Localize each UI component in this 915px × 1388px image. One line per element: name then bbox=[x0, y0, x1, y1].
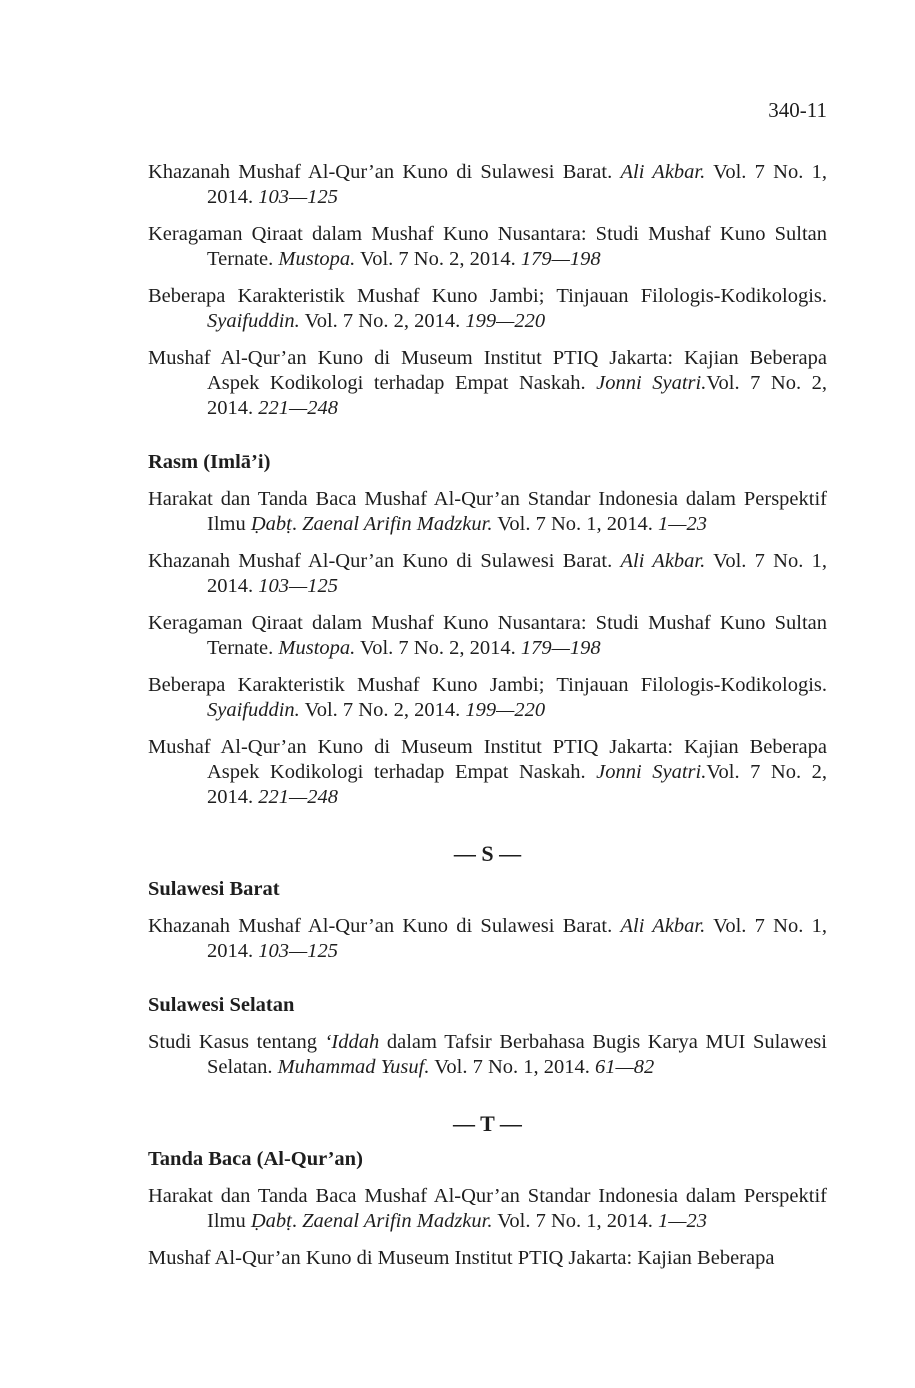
entry-line: 2014. 221—248 bbox=[207, 786, 338, 808]
entry-line: Beberapa Karakteristik Mushaf Kuno Jambi; Tinjauan Filologis-Kodikologis. bbox=[148, 674, 827, 696]
entry-line: Ilmu Ḍabṭ. Zaenal Arifin Madzkur. Vol. 7 No. 1, 2014. 1—23 bbox=[207, 1210, 708, 1232]
letter-divider: — S — bbox=[453, 841, 522, 866]
index-entry bbox=[148, 1246, 827, 1271]
index-heading: Sulawesi Selatan bbox=[148, 994, 295, 1016]
index-entry bbox=[148, 160, 827, 210]
index-entry bbox=[148, 549, 827, 599]
index-heading: Tanda Baca (Al-Qur’an) bbox=[148, 1148, 363, 1170]
entry-line: Ternate. Mustopa. Vol. 7 No. 2, 2014. 179—198 bbox=[207, 637, 601, 659]
entry-line: Selatan. Muhammad Yusuf. Vol. 7 No. 1, 2014. 61—82 bbox=[207, 1056, 655, 1078]
index-entry bbox=[148, 1184, 827, 1234]
entry-line: Aspek Kodikologi terhadap Empat Naskah. Jonni Syatri.Vol. 7 No. 2, bbox=[207, 761, 827, 783]
index-entry bbox=[148, 611, 827, 661]
entry-line: Studi Kasus tentang ‘Iddah dalam Tafsir Berbahasa Bugis Karya MUI Sulawesi bbox=[148, 1031, 827, 1053]
entry-line: Khazanah Mushaf Al-Qur’an Kuno di Sulawesi Barat. Ali Akbar. Vol. 7 No. 1, bbox=[148, 550, 827, 572]
entry-line: Mushaf Al-Qur’an Kuno di Museum Institut PTIQ Jakarta: Kajian Beberapa bbox=[148, 736, 827, 758]
index-entry bbox=[148, 1030, 827, 1080]
entry-line: Keragaman Qiraat dalam Mushaf Kuno Nusantara: Studi Mushaf Kuno Sultan bbox=[148, 612, 827, 634]
entry-line: Mushaf Al-Qur’an Kuno di Museum Institut PTIQ Jakarta: Kajian Beberapa bbox=[148, 1247, 775, 1269]
index-entry bbox=[148, 735, 827, 810]
entry-line: Ilmu Ḍabṭ. Zaenal Arifin Madzkur. Vol. 7 No. 1, 2014. 1—23 bbox=[207, 513, 708, 535]
index-entry bbox=[148, 673, 827, 723]
entry-line: Keragaman Qiraat dalam Mushaf Kuno Nusantara: Studi Mushaf Kuno Sultan bbox=[148, 223, 827, 245]
letter-divider: — T — bbox=[453, 1111, 522, 1136]
entry-line: Syaifuddin. Vol. 7 No. 2, 2014. 199—220 bbox=[207, 310, 546, 332]
entry-line: 2014. 103—125 bbox=[207, 575, 338, 597]
entry-line: Syaifuddin. Vol. 7 No. 2, 2014. 199—220 bbox=[207, 699, 546, 721]
entry-line: Harakat dan Tanda Baca Mushaf Al-Qur’an Standar Indonesia dalam Perspektif bbox=[148, 488, 827, 510]
entry-line: Ternate. Mustopa. Vol. 7 No. 2, 2014. 179—198 bbox=[207, 248, 601, 270]
index-entry bbox=[148, 914, 827, 964]
index-heading: Sulawesi Barat bbox=[148, 878, 280, 900]
index-entry bbox=[148, 487, 827, 537]
entry-line: Mushaf Al-Qur’an Kuno di Museum Institut PTIQ Jakarta: Kajian Beberapa bbox=[148, 347, 827, 369]
entry-line: 2014. 221—248 bbox=[207, 397, 338, 419]
entry-line: Khazanah Mushaf Al-Qur’an Kuno di Sulawesi Barat. Ali Akbar. Vol. 7 No. 1, bbox=[148, 915, 827, 937]
index-content bbox=[148, 160, 827, 1283]
index-entry bbox=[148, 222, 827, 272]
index-entry bbox=[148, 284, 827, 334]
entry-line: 2014. 103—125 bbox=[207, 186, 338, 208]
page-number: 340-11 bbox=[768, 98, 827, 122]
entry-line: Beberapa Karakteristik Mushaf Kuno Jambi; Tinjauan Filologis-Kodikologis. bbox=[148, 285, 827, 307]
entry-line: Aspek Kodikologi terhadap Empat Naskah. Jonni Syatri.Vol. 7 No. 2, bbox=[207, 372, 827, 394]
entry-line: Harakat dan Tanda Baca Mushaf Al-Qur’an Standar Indonesia dalam Perspektif bbox=[148, 1185, 827, 1207]
index-entry bbox=[148, 346, 827, 421]
entry-line: Khazanah Mushaf Al-Qur’an Kuno di Sulawesi Barat. Ali Akbar. Vol. 7 No. 1, bbox=[148, 161, 827, 183]
entry-line: 2014. 103—125 bbox=[207, 940, 338, 962]
index-heading: Rasm (Imlā’i) bbox=[148, 451, 271, 473]
